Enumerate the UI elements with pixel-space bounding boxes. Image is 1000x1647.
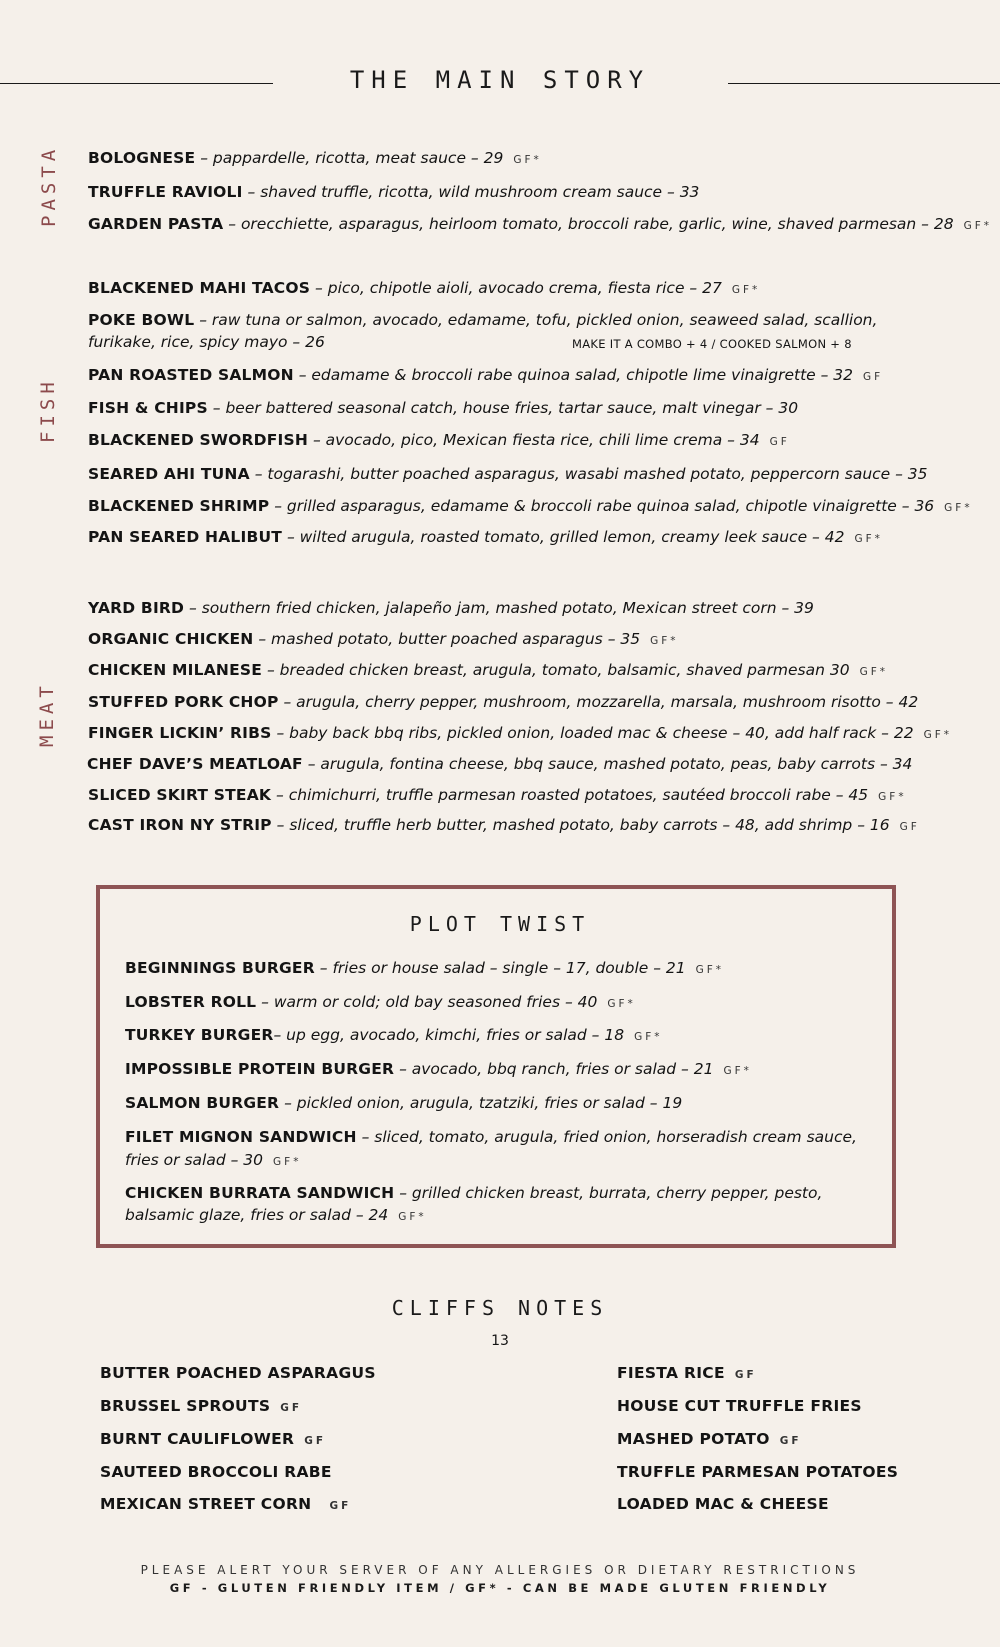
item-description: – arugula, fontina cheese, bbq sauce, mashed potato, peas, baby carrots – 34 bbox=[302, 755, 913, 773]
menu-item bbox=[88, 181, 699, 203]
menu-item bbox=[88, 364, 883, 388]
side-name: FIESTA RICE bbox=[617, 1364, 725, 1382]
menu-item bbox=[88, 213, 992, 237]
gf-badge: GF* bbox=[650, 635, 679, 647]
section-label-pasta: PASTA bbox=[38, 144, 60, 227]
item-description: – up egg, avocado, kimchi, fries or salad – 18 bbox=[273, 1026, 625, 1044]
menu-item bbox=[88, 429, 790, 453]
side-item bbox=[100, 1397, 302, 1415]
item-name: FINGER LICKIN’ RIBS bbox=[88, 724, 272, 742]
side-name: HOUSE CUT TRUFFLE FRIES bbox=[617, 1397, 862, 1415]
item-name: CHICKEN MILANESE bbox=[88, 661, 263, 679]
item-description: – baby back bbq ribs, pickled onion, loaded mac & cheese – 40, add half rack – 22 bbox=[271, 724, 914, 742]
side-item bbox=[617, 1463, 898, 1481]
item-name: FISH & CHIPS bbox=[88, 399, 208, 417]
item-name: GARDEN PASTA bbox=[88, 215, 224, 233]
item-name: PAN ROASTED SALMON bbox=[88, 366, 294, 384]
item-name: BLACKENED SHRIMP bbox=[88, 497, 270, 515]
menu-item bbox=[87, 753, 912, 775]
item-description: – orecchiette, asparagus, heirloom tomato, broccoli rabe, garlic, wine, shaved parmesan – 28 bbox=[223, 215, 954, 233]
side-name: BURNT CAULIFLOWER bbox=[100, 1430, 295, 1448]
side-name: SAUTEED BROCCOLI RABE bbox=[100, 1463, 332, 1481]
side-item bbox=[617, 1397, 862, 1415]
menu-item-continuation bbox=[125, 1149, 301, 1173]
menu-item bbox=[88, 526, 883, 550]
gf-badge: GF bbox=[779, 1435, 802, 1447]
item-description: – mashed potato, butter poached asparagus – 35 bbox=[253, 630, 641, 648]
gf-badge: GF bbox=[304, 1435, 327, 1447]
item-name: SLICED SKIRT STEAK bbox=[88, 786, 272, 804]
item-name: ORGANIC CHICKEN bbox=[88, 630, 254, 648]
item-name: TURKEY BURGER bbox=[125, 1026, 274, 1044]
side-item bbox=[100, 1364, 376, 1382]
side-item bbox=[617, 1495, 829, 1513]
side-name: LOADED MAC & CHEESE bbox=[617, 1495, 829, 1513]
menu-item bbox=[88, 463, 928, 485]
menu-item bbox=[88, 814, 920, 838]
item-name: STUFFED PORK CHOP bbox=[88, 693, 279, 711]
gf-badge: GF* bbox=[859, 666, 889, 678]
side-item bbox=[100, 1463, 332, 1481]
item-description: – togarashi, butter poached asparagus, wasabi mashed potato, peppercorn sauce – 35 bbox=[249, 465, 928, 483]
gf-badge: GF* bbox=[878, 791, 907, 803]
item-name: CAST IRON NY STRIP bbox=[88, 816, 272, 834]
side-item bbox=[617, 1430, 802, 1448]
item-name: TRUFFLE RAVIOLI bbox=[88, 183, 243, 201]
side-name: TRUFFLE PARMESAN POTATOES bbox=[617, 1463, 899, 1481]
gf-badge: GF bbox=[734, 1369, 757, 1381]
item-name: IMPOSSIBLE PROTEIN BURGER bbox=[125, 1060, 395, 1078]
section-label-meat: MEAT bbox=[36, 681, 58, 747]
item-description: fries or salad – 30 bbox=[125, 1151, 264, 1169]
side-name: BUTTER POACHED ASPARAGUS bbox=[100, 1364, 376, 1382]
item-description: – grilled asparagus, edamame & broccoli rabe quinoa salad, chipotle vinaigrette – 36 bbox=[269, 497, 935, 515]
item-description: – chimichurri, truffle parmesan roasted potatoes, sautéed broccoli rabe – 45 bbox=[271, 786, 869, 804]
gf-badge: GF bbox=[329, 1500, 352, 1512]
menu-item bbox=[88, 397, 798, 419]
gf-badge: GF* bbox=[854, 533, 883, 545]
gf-badge: GF* bbox=[273, 1156, 302, 1168]
item-description: – fries or house salad – single – 17, double – 21 bbox=[314, 959, 686, 977]
item-description: – arugula, cherry pepper, mushroom, mozzarella, marsala, mushroom risotto – 42 bbox=[278, 693, 919, 711]
item-name: CHEF DAVE’S MEATLOAF bbox=[87, 755, 303, 773]
item-description: – sliced, truffle herb butter, mashed potato, baby carrots – 48, add shrimp – 16 bbox=[271, 816, 890, 834]
item-description: – wilted arugula, roasted tomato, grilled lemon, creamy leek sauce – 42 bbox=[282, 528, 845, 546]
item-description: – pickled onion, arugula, tzatziki, fries or salad – 19 bbox=[279, 1094, 683, 1112]
gf-badge: GF* bbox=[398, 1211, 427, 1223]
menu-item-continuation bbox=[125, 1204, 427, 1228]
side-item bbox=[100, 1430, 326, 1448]
side-name: BRUSSEL SPROUTS bbox=[100, 1397, 271, 1415]
menu-item bbox=[125, 991, 636, 1015]
item-description: – sliced, tomato, arugula, fried onion, horseradish cream sauce, bbox=[356, 1128, 857, 1146]
allergy-notice: PLEASE ALERT YOUR SERVER OF ANY ALLERGIES OR DIETARY RESTRICTIONS bbox=[140, 1563, 860, 1577]
side-name: MASHED POTATO bbox=[617, 1430, 770, 1448]
menu-item bbox=[125, 1182, 822, 1204]
item-description: – beer battered seasonal catch, house fries, tartar sauce, malt vinegar – 30 bbox=[207, 399, 799, 417]
menu-item bbox=[88, 309, 877, 331]
item-name: SEARED AHI TUNA bbox=[88, 465, 250, 483]
item-name: SALMON BURGER bbox=[125, 1094, 280, 1112]
gf-legend: GF - GLUTEN FRIENDLY ITEM / GF* - CAN BE MADE GLUTEN FRIENDLY bbox=[169, 1581, 831, 1595]
menu-item bbox=[125, 1092, 682, 1114]
side-item bbox=[617, 1364, 757, 1382]
item-name: BOLOGNESE bbox=[88, 149, 196, 167]
gf-badge: GF bbox=[280, 1402, 303, 1414]
side-item bbox=[100, 1495, 351, 1513]
gf-badge: GF bbox=[769, 436, 790, 448]
item-description: – warm or cold; old bay seasoned fries – 40 bbox=[256, 993, 598, 1011]
plot-twist-title: PLOT TWIST bbox=[409, 912, 591, 936]
item-description: furikake, rice, spicy mayo – 26 bbox=[88, 333, 325, 351]
item-description: balsamic glaze, fries or salad – 24 bbox=[125, 1206, 389, 1224]
menu-item bbox=[88, 628, 679, 652]
menu-item bbox=[88, 659, 888, 683]
item-name: CHICKEN BURRATA SANDWICH bbox=[125, 1184, 395, 1202]
item-name: POKE BOWL bbox=[88, 311, 195, 329]
gf-badge: GF* bbox=[731, 284, 761, 296]
item-description: – avocado, bbq ranch, fries or salad – 21 bbox=[394, 1060, 714, 1078]
menu-item bbox=[88, 147, 542, 171]
menu-item bbox=[88, 495, 973, 519]
item-name: LOBSTER ROLL bbox=[125, 993, 257, 1011]
item-description: – breaded chicken breast, arugula, tomato, balsamic, shaved parmesan 30 bbox=[262, 661, 850, 679]
item-name: BEGINNINGS BURGER bbox=[125, 959, 315, 977]
combo-note: MAKE IT A COMBO + 4 / COOKED SALMON + 8 bbox=[572, 337, 852, 351]
item-description: – edamame & broccoli rabe quinoa salad, chipotle lime vinaigrette – 32 bbox=[293, 366, 854, 384]
item-name: YARD BIRD bbox=[88, 599, 185, 617]
menu-item bbox=[88, 691, 918, 713]
gf-badge: GF* bbox=[513, 154, 542, 166]
menu-item bbox=[88, 277, 760, 301]
menu-item-continuation bbox=[88, 331, 325, 353]
menu-item bbox=[88, 722, 952, 746]
menu-item bbox=[125, 1024, 663, 1048]
item-description: – pappardelle, ricotta, meat sauce – 29 bbox=[195, 149, 504, 167]
menu-item bbox=[125, 1126, 857, 1148]
gf-badge: GF* bbox=[923, 729, 953, 741]
gf-badge: GF bbox=[863, 371, 884, 383]
item-description: – southern fried chicken, jalapeño jam, mashed potato, Mexican street corn – 39 bbox=[184, 599, 814, 617]
gf-badge: GF* bbox=[944, 502, 973, 514]
item-description: – pico, chipotle aioli, avocado crema, fiesta rice – 27 bbox=[310, 279, 722, 297]
cliffs-notes-title: CLIFFS NOTES bbox=[391, 1296, 609, 1320]
gf-badge: GF* bbox=[607, 998, 636, 1010]
page-title: THE MAIN STORY bbox=[349, 66, 651, 94]
gf-badge: GF* bbox=[634, 1031, 663, 1043]
menu-item bbox=[88, 597, 814, 619]
item-description: – avocado, pico, Mexican fiesta rice, chili lime crema – 34 bbox=[308, 431, 760, 449]
item-name: BLACKENED SWORDFISH bbox=[88, 431, 309, 449]
item-name: BLACKENED MAHI TACOS bbox=[88, 279, 311, 297]
gf-badge: GF bbox=[899, 821, 920, 833]
side-name: MEXICAN STREET CORN bbox=[100, 1495, 312, 1513]
item-name: PAN SEARED HALIBUT bbox=[88, 528, 283, 546]
menu-item bbox=[88, 784, 907, 808]
gf-badge: GF* bbox=[695, 964, 725, 976]
menu-item bbox=[125, 1058, 752, 1082]
item-description: – shaved truffle, ricotta, wild mushroom cream sauce – 33 bbox=[242, 183, 700, 201]
item-name: FILET MIGNON SANDWICH bbox=[125, 1128, 357, 1146]
menu-item bbox=[125, 957, 724, 981]
cliffs-notes-price: 13 bbox=[491, 1333, 509, 1349]
section-label-fish: FISH bbox=[37, 377, 59, 443]
gf-badge: GF* bbox=[723, 1065, 752, 1077]
item-description: – raw tuna or salmon, avocado, edamame, tofu, pickled onion, seaweed salad, scallion, bbox=[194, 311, 878, 329]
gf-badge: GF* bbox=[963, 220, 993, 232]
item-description: – grilled chicken breast, burrata, cherry pepper, pesto, bbox=[394, 1184, 823, 1202]
